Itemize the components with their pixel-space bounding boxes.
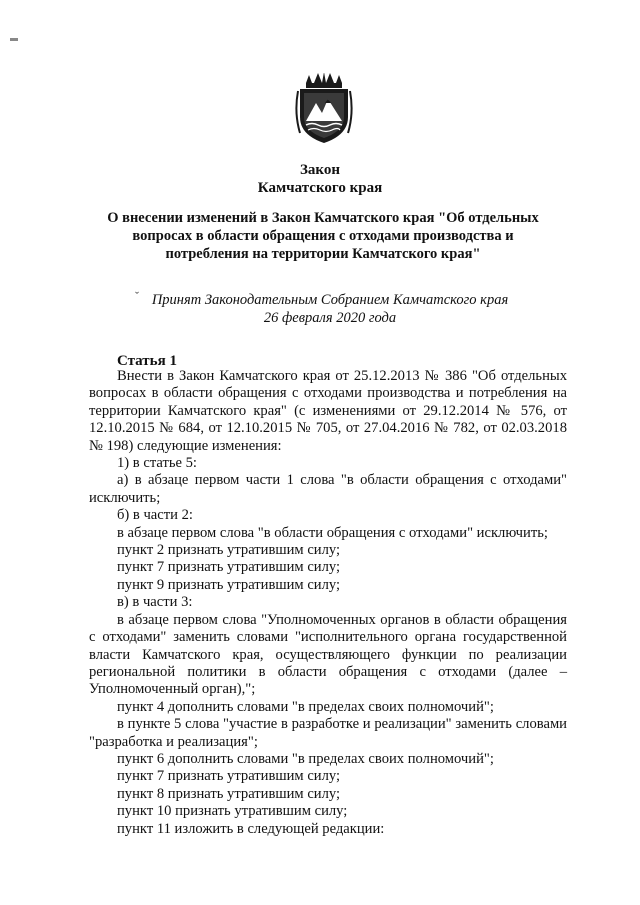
paragraph: 1) в статье 5: — [117, 455, 197, 472]
paragraph: Внести в Закон Камчатского края от 25.12.2013 № 386 "Об отдельных вопросах в области обращения с отходами производства и потребления на территории Камчатского края" (с изменениями от 29.12.2014 № 576, от 12.10.2015 № 684, от 12.10.2015 № 705, от 27.04.2016 № 782, от 02.03.2018 № 198) следующие изменения: — [89, 368, 567, 454]
paragraph: б) в части 2: — [117, 507, 193, 524]
paragraph: пункт 2 признать утратившим силу; — [117, 542, 341, 559]
adoption-statement: Принят Законодательным Собранием Камчатского края — [151, 292, 509, 308]
paragraph: а) в абзаце первом части 1 слова "в области обращения с отходами" исключить; — [89, 472, 567, 506]
paragraph: пункт 10 признать утратившим силу; — [117, 803, 348, 820]
paragraph: пункт 9 признать утратившим силу; — [117, 576, 341, 593]
paragraph: пункт 4 дополнить словами "в пределах своих полномочий"; — [117, 698, 494, 715]
paragraph: пункт 7 признать утратившим силу; — [117, 768, 341, 785]
adoption-block — [120, 291, 540, 327]
kamchatka-coat-of-arms-icon — [292, 73, 356, 145]
paragraph: пункт 8 признать утратившим силу; — [117, 785, 341, 802]
paragraph: пункт 7 признать утратившим силу; — [117, 559, 341, 576]
paragraph: в пункте 5 слова "участие в разработке и реализации" заменить словами "разработка и реализация"; — [89, 716, 567, 750]
document-title: Закон — [299, 162, 340, 178]
scan-artifact — [10, 38, 18, 41]
scan-tick-mark: ˇ — [135, 289, 139, 303]
law-subject: О внесении изменений в Закон Камчатского края "Об отдельных вопросах в области обращения с отходами производства и потребления на территории Камчатского края" — [107, 210, 539, 262]
article-title: Статья 1 — [117, 353, 177, 369]
paragraph: в абзаце первом слова "в области обращения с отходами" исключить; — [117, 524, 548, 541]
document-region: Камчатского края — [257, 180, 383, 196]
adoption-date: 26 февраля 2020 года — [263, 310, 397, 326]
paragraph: пункт 11 изложить в следующей редакции: — [117, 820, 385, 837]
article-body — [89, 368, 567, 838]
paragraph: в абзаце первом слова "Уполномоченных органов в области обращения с отходами" заменить словами "исполнительного органа государственной власти Камчатского края, осуществляющего функции по реализации региональной политики в области обращения с отходами (далее – Уполномоченный орган),"; — [89, 611, 567, 698]
paragraph: в) в части 3: — [117, 594, 193, 611]
paragraph: пункт 6 дополнить словами "в пределах своих полномочий"; — [117, 750, 494, 767]
